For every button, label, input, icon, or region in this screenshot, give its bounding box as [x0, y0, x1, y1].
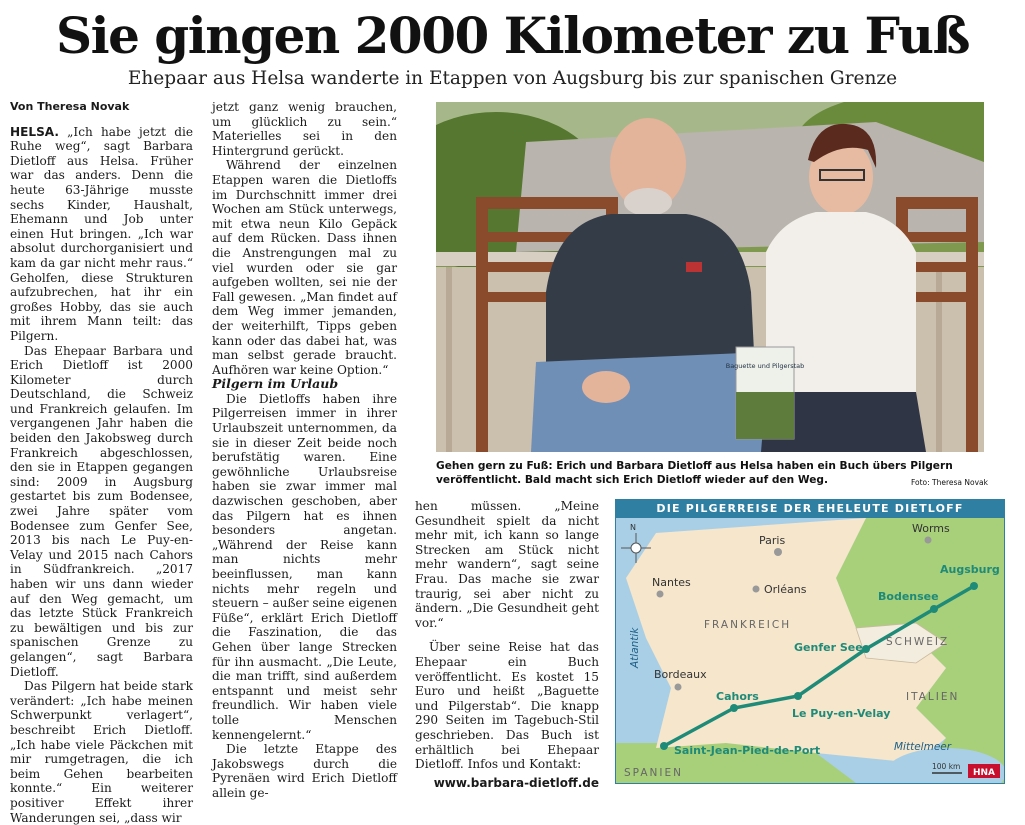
map-label-cahors: Cahors: [716, 690, 759, 703]
map-label-le-puy: Le Puy-en-Velay: [792, 707, 891, 720]
map-label-paris: Paris: [759, 534, 786, 547]
map-label-augsburg: Augsburg: [940, 563, 1000, 576]
paragraph: Das Pilgern hat beide stark verändert: „Ich habe meinen Schwerpunkt verlagert“, beschreibt Erich Dietloff. „Ich habe viele Päckchen mit mir rumgetragen, die ich beim Gehen bearbeiten konnte.“ Ein weiterer positiver Effekt ihrer Wanderungen sei, „dass wir: [10, 679, 193, 825]
map-label-italien: ITALIEN: [906, 691, 960, 703]
book-title: Baguette und Pilgerstab: [725, 362, 805, 370]
compass-label: N: [630, 523, 636, 532]
map-label-atlantik: Atlantik: [629, 627, 641, 668]
dateline: HELSA.: [10, 124, 59, 139]
map-label-orleans: Orléans: [764, 583, 807, 596]
section-subhead: Pilgern im Urlaub: [212, 376, 339, 392]
couple-photo: [436, 102, 984, 452]
map-label-spanien: SPANIEN: [624, 767, 683, 779]
map-label-bordeaux: Bordeaux: [654, 668, 707, 681]
hna-logo-text: HNA: [972, 768, 996, 778]
contact-url[interactable]: www.barbara-dietloff.de: [433, 775, 599, 790]
paragraph: Die Dietloffs haben ihre Pilgerreisen immer in ihrer Urlaubszeit unternommen, da sie in dieser Zeit beide noch berufstätig waren. Eine gewöhnliche Urlaubsreise haben sie zwar immer mal dazwischen geschoben, aber das Pilgern hat es ihnen besonders angetan. „Während der Reise kann man nichts mehr beeinflussen, man kann nichts mehr regeln und steuern – außer seine eigenen Füße“, erklärt Erich Dietloff die Faszination, die das Gehen über lange Strecken für ihn ausmacht. „Die Leute, die man trifft, sind außerdem entspannt und meist sehr freundlich. Wir haben viele tolle Menschen kennengelernt.“: [212, 391, 398, 742]
map-label-nantes: Nantes: [652, 576, 691, 589]
paragraph: Das Ehepaar Barbara und Erich Dietloff ist 2000 Kilometer durch Deutschland, die Schweiz und Frankreich gelaufen. Im vergangenen Jahr haben die beiden den Jakobsweg durch Frankreich abgeschlossen, den sie in Etappen gegangen sind: 2009 in Augsburg gestartet bis zum Bodensee, zwei Jahre später vom Bodensee zum Genfer See, 2013 bis nach Le Puy-en-Velay und 2015 nach Cahors in Südfrankreich. „2017 haben wir uns dann wieder auf den Weg gemacht, um das letzte Stück Frankreich zu bewältigen und bis zur spanischen Grenze zu gelangen“, sagt Barbara Dietloff.: [10, 343, 193, 679]
article-column-1: [10, 100, 193, 825]
map-label-sjpdp: Saint-Jean-Pied-de-Port: [674, 744, 821, 757]
paragraph: Die letzte Etappe des Jakobswegs durch die Pyrenäen wird Erich Dietloff allein ge-: [212, 742, 397, 800]
paragraph: Während der einzelnen Etappen waren die Dietloffs im Durchschnitt immer drei Wochen am Stück unterwegs, mit etwa neun Kilo Gepäck auf dem Rücken. Dass ihnen die Anstrengungen mal zu viel wurden oder sie gar aufgeben wollten, sei nie der Fall gewesen. „Man findet auf dem Weg immer jemanden, der weiterhilft, Tipps geben kann oder das dabei hat, was man selbst gerade braucht. Aufhören war keine Option.“: [212, 158, 397, 377]
scale-label: 100 km: [932, 762, 961, 771]
map-label-frankreich: FRANKREICH: [704, 619, 792, 631]
paragraph: jetzt ganz wenig brauchen, um glücklich zu sein.“ Materielles sei in den Hintergrund gerückt.: [212, 100, 397, 158]
subheadline: Ehepaar aus Helsa wanderte in Etappen von Augsburg bis zur spanischen Grenze: [127, 68, 898, 89]
map-title: DIE PILGERREISE DER EHELEUTE DIETLOFF: [616, 500, 1004, 518]
photo-credit: Foto: Theresa Novak: [910, 478, 988, 487]
photo-caption: [436, 459, 988, 490]
photo-illustration: [436, 102, 984, 452]
headline: Sie gingen 2000 Kilometer zu Fuß: [55, 6, 969, 65]
map-label-worms: Worms: [912, 522, 950, 535]
map-label-schweiz: SCHWEIZ: [886, 636, 950, 648]
paragraph: hen müssen. „Meine Gesundheit spielt da nicht mehr mit, ich kann so lange Strecken am Stück nicht mehr wandern“, sagt seine Frau. Das mache sie zwar traurig, sei aber nicht zu ändern. „Die Gesundheit geht vor.“: [415, 499, 599, 630]
map-label-mittelmeer: Mittelmeer: [894, 741, 952, 753]
map-graphic: [616, 518, 1004, 783]
paragraph: Über seine Reise hat das Ehepaar ein Buch veröffentlicht. Es kostet 15 Euro und heißt „Baguette und Pilgerstab“. Die knapp 290 Seiten im Tagebuch-Stil geschrieben. Das Buch ist erhältlich bei Ehepaar Dietloff. Infos und Kontakt:: [415, 640, 599, 772]
article-column-3: [415, 499, 599, 790]
byline: Von Theresa Novak: [10, 100, 130, 113]
caption-text: Gehen gern zu Fuß: Erich und Barbara Dietloff aus Helsa haben ein Buch übers Pilgern veröffentlicht. Bald macht sich Erich Dietloff wieder auf den Weg.: [436, 460, 953, 486]
map-label-bodensee: Bodensee: [878, 590, 939, 603]
map-label-genfer-see: Genfer See: [794, 641, 863, 654]
paragraph-text: „Ich habe jetzt die Ruhe weg“, sagt Barbara Dietloff aus Helsa. Früher war das anders. Denn die heute 63-Jährige musste sechs Kinder, Haushalt, Ehemann und Job unter einen Hut bringen. „Ich war absolut durchorganisiert und kam da gar nicht mehr raus.“ Geholfen, diese Strukturen aufzubrechen, hat ihr ein großes Hobby, das sie auch mit ihrem Mann teilt: das Pilgern.: [10, 124, 193, 343]
paragraph: [10, 125, 193, 344]
article-column-2: [212, 100, 397, 801]
route-map: [615, 499, 1005, 784]
